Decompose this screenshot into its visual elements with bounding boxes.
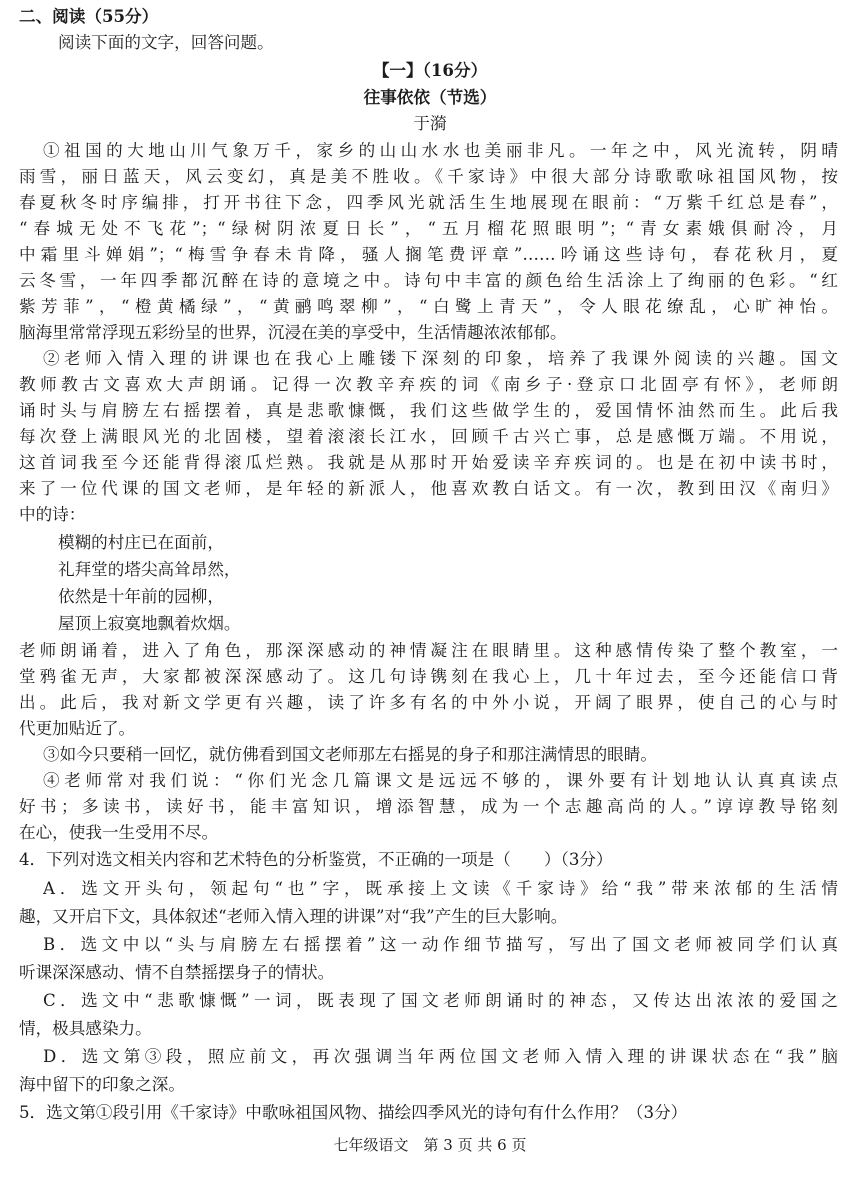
body-line: 教师教古文喜欢大声朗诵。记得一次教辛弃疾的词《南乡子·登京口北固亭有怀》，老师朗	[19, 375, 838, 394]
page-footer: 七年级语文 第 3 页 共 6 页	[333, 1136, 527, 1154]
body-line: 中霜里斗婵娟”；“梅雪争春未肯降，骚人搁笔费评章”……吟诵这些诗句，春花秋月，夏	[19, 245, 838, 264]
question-4-option-b-cont: 听课深深感动、情不自禁摇摆身子的情状。	[19, 963, 335, 982]
question-4-option-b: B．选文中以“头与肩膀左右摇摆着”这一动作细节描写，写出了国文老师被同学们认真	[43, 935, 838, 954]
passage-author: 于漪	[413, 114, 447, 133]
body-line: 每次登上满眼风光的北固楼，望着滚滚长江水，回顾千古兴亡事，总是感慨万端。不用说，	[19, 427, 838, 446]
question-5-stem: 5．选文第①段引用《千家诗》中歌咏祖国风物、描绘四季风光的诗句有什么作用？（3分）	[19, 1103, 688, 1122]
question-4-option-c: C．选文中“悲歌慷慨”一词，既表现了国文老师朗诵时的神态，又传达出浓浓的爱国之	[43, 991, 838, 1010]
body-line: ④老师常对我们说：“你们光念几篇课文是远远不够的，课外要有计划地认认真真读点	[43, 771, 838, 790]
body-line: 好书；多读书，读好书，能丰富知识，增添智慧，成为一个志趣高尚的人。”谆谆教导铭刻	[19, 797, 838, 816]
poem-line: 模糊的村庄已在面前，	[58, 533, 224, 552]
poem-line: 礼拜堂的塔尖高耸昂然，	[58, 560, 241, 579]
body-line: ①祖国的大地山川气象万千，家乡的山山水水也美丽非凡。一年之中，风光流转，阴晴	[43, 141, 838, 160]
body-line: 出。此后，我对新文学更有兴趣，读了许多有名的中外小说，开阔了眼界，使自己的心与时	[19, 693, 838, 712]
body-line: 紫芳菲”，“橙黄橘绿”，“黄鹂鸣翠柳”，“白鹭上青天”，令人眼花缭乱，心旷神怡。	[19, 297, 838, 316]
passage-title: 往事依依（节选）	[363, 87, 497, 107]
question-4-option-a: A．选文开头句，领起句“也”字，既承接上文读《千家诗》给“我”带来浓郁的生活情	[43, 879, 838, 898]
question-4-stem: 4．下列对选文相关内容和艺术特色的分析鉴赏，不正确的一项是（ ）（3分）	[19, 850, 613, 869]
question-4-option-d-cont: 海中留下的印象之深。	[19, 1075, 185, 1094]
body-line: “春城无处不飞花”；“绿树阴浓夏日长”，“五月榴花照眼明”；“青女素娥俱耐冷，月	[19, 219, 838, 238]
body-line: 云冬雪，一年四季都沉醉在诗的意境之中。诗句中丰富的颜色给生活涂上了绚丽的色彩。“红	[19, 271, 838, 290]
question-4-option-a-cont: 趣，又开启下文，具体叙述“老师入情入理的讲课”对“我”产生的巨大影响。	[19, 907, 568, 926]
body-line: 诵时头与肩膀左右摇摆着，真是悲歌慷慨，我们这些做学生的，爱国情怀油然而生。此后我	[19, 401, 838, 420]
poem-line: 依然是十年前的园柳，	[58, 587, 224, 606]
body-line: ②老师入情入理的讲课也在我心上雕镂下深刻的印象，培养了我课外阅读的兴趣。国文	[43, 349, 838, 368]
poem-line: 屋顶上寂寞地飘着炊烟。	[58, 614, 241, 633]
part-heading: 【一】（16分）	[372, 60, 488, 80]
instruction: 阅读下面的文字，回答问题。	[58, 33, 274, 52]
body-line: 在心，使我一生受用不尽。	[19, 823, 219, 842]
question-4-option-d: D．选文第③段，照应前文，再次强调当年两位国文老师入情入理的讲课状态在“我”脑	[43, 1047, 838, 1066]
body-line: 这首词我至今还能背得滚瓜烂熟。我就是从那时开始爱读辛弃疾词的。也是在初中读书时，	[19, 453, 838, 472]
body-line: 来了一位代课的国文老师，是年轻的新派人，他喜欢教白话文。有一次，教到田汉《南归》	[19, 479, 838, 498]
body-line: 中的诗：	[19, 505, 86, 524]
body-line: 老师朗诵着，进入了角色，那深深感动的神情凝注在眼睛里。这种感情传染了整个教室，一	[19, 641, 838, 660]
body-line: ③如今只要稍一回忆，就仿佛看到国文老师那左右摇晃的身子和那注满情思的眼睛。	[43, 745, 657, 764]
body-line: 雨雪，丽日蓝天，风云变幻，真是美不胜收。《千家诗》中很大部分诗歌歌咏祖国风物，按	[19, 167, 838, 186]
body-line: 脑海里常常浮现五彩纷呈的世界，沉浸在美的享受中，生活情趣浓浓郁郁。	[19, 323, 567, 342]
body-line: 堂鸦雀无声，大家都被深深感动了。这几句诗镌刻在我心上，几十年过去，至今还能信口背	[19, 667, 838, 686]
question-4-option-c-cont: 情，极具感染力。	[19, 1019, 152, 1038]
body-line: 代更加贴近了。	[19, 719, 136, 738]
section-header: 二、阅读（55分）	[19, 6, 159, 26]
body-line: 春夏秋冬时序编排，打开书往下念，四季风光就活生生地展现在眼前：“万紫千红总是春”，	[19, 193, 838, 212]
